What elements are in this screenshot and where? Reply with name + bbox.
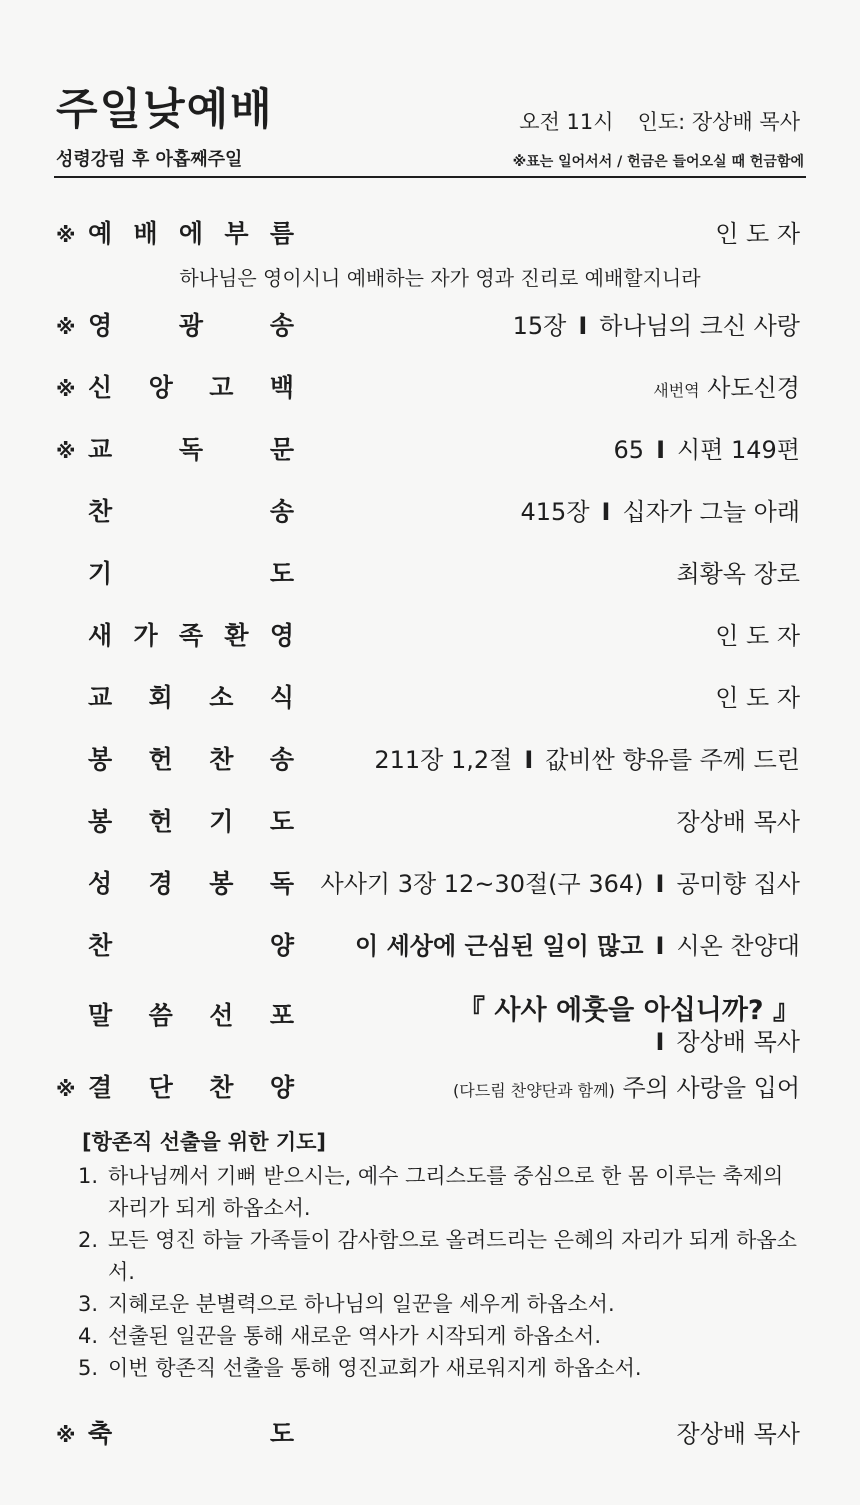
hymn-number: 415장 [520, 498, 590, 526]
page-title: 주일낮예배 [56, 85, 274, 135]
label-char: 교 [88, 435, 113, 464]
row-anthem [56, 926, 800, 966]
hymn-title: 십자가 그늘 아래 [622, 498, 800, 526]
label-char: 환 [224, 621, 249, 650]
hymn-title: 하나님의 크신 사랑 [599, 312, 800, 340]
liturgical-day: 성령강림 후 아홉째주일 [56, 149, 243, 170]
row-label [88, 372, 294, 404]
label-char: 찬 [88, 931, 113, 960]
hymn-title: 값비싼 향유를 주께 드린 [545, 746, 800, 774]
prayer-section-heading: [항존직 선출을 위한 기도] [82, 1130, 326, 1154]
decision-title: 주의 사랑을 입어 [622, 1074, 800, 1102]
item-text: 이번 항존직 선출을 통해 영진교회가 새로워지게 하옵소서. [108, 1356, 642, 1380]
service-leader: 인도: 장상배 목사 [637, 110, 800, 134]
item-text: 하나님께서 기뻐 받으시는, 예수 그리스도를 중심으로 한 몸 이루는 축제의 자리가 되게 하옵소서. [108, 1164, 784, 1220]
item-text: 선출된 일꾼을 통해 새로운 역사가 시작되게 하옵소서. [108, 1324, 602, 1348]
label-char: 예 [88, 219, 113, 248]
row-label [88, 310, 294, 342]
label-char: 도 [269, 807, 294, 836]
row-label [88, 1418, 294, 1450]
label-char: 선 [209, 1001, 234, 1030]
label-char: 회 [148, 683, 173, 712]
hymn-number: 211장 1,2절 [374, 746, 513, 774]
anthem-choir: 시온 찬양대 [676, 932, 800, 960]
hymn-number: 15장 [512, 312, 567, 340]
label-char: 배 [133, 219, 158, 248]
sermon-title: 『 사사 에훗을 아십니까? 』 [458, 995, 800, 1026]
label-char: 독 [178, 435, 204, 464]
label-char: 족 [178, 621, 204, 650]
row-scripture [56, 864, 800, 904]
label-char: 봉 [88, 745, 113, 774]
label-char: 영 [88, 311, 113, 340]
label-char: 신 [88, 373, 113, 402]
label-char: 도 [269, 1419, 294, 1448]
list-item [78, 1320, 798, 1352]
label-char: 포 [269, 1001, 294, 1030]
row-label [88, 620, 294, 652]
row-value [614, 434, 800, 466]
row-welcome [56, 616, 800, 656]
scripture-passage: 사사기 3장 12~30절(구 364) [320, 870, 644, 898]
separator: I [578, 312, 588, 340]
item-number: 2. [78, 1228, 99, 1252]
label-char: 성 [88, 869, 113, 898]
label-char: 양 [269, 1073, 294, 1102]
label-char: 봉 [88, 807, 113, 836]
row-value [653, 372, 800, 407]
row-value: 인 도 자 [715, 684, 800, 712]
creed-title: 사도신경 [707, 374, 800, 402]
row-label [88, 558, 294, 590]
label-char: 독 [269, 869, 294, 898]
prayer-list [78, 1160, 798, 1384]
row-value: 장상배 목사 [676, 808, 800, 836]
standing-mark: ※ [56, 1423, 76, 1447]
label-char: 소 [209, 683, 234, 712]
standing-mark: ※ [56, 315, 76, 339]
row-value [513, 310, 800, 342]
label-char: 가 [133, 621, 158, 650]
label-char: 송 [269, 311, 294, 340]
row-label [88, 806, 294, 838]
row-label [88, 682, 294, 714]
item-number: 4. [78, 1324, 99, 1348]
list-item [78, 1160, 798, 1224]
label-char: 찬 [209, 1073, 234, 1102]
row-value: 최황옥 장로 [676, 560, 800, 588]
row-offering-hymn [56, 740, 800, 780]
row-label [88, 744, 294, 776]
item-number: 3. [78, 1292, 99, 1316]
label-char: 앙 [148, 373, 173, 402]
call-to-worship-verse: 하나님은 영이시니 예배하는 자가 영과 진리로 예배할지니라 [179, 266, 701, 290]
label-char: 름 [269, 219, 294, 248]
row-value [521, 496, 800, 528]
row-benediction [56, 1414, 800, 1454]
decision-note: (다드림 찬양단과 함께) [453, 1081, 615, 1100]
row-gloria [56, 306, 800, 346]
row-value [374, 744, 800, 776]
item-text: 모든 영진 하늘 가족들이 감사함으로 올려드리는 은혜의 자리가 되게 하옵소서. [108, 1228, 797, 1284]
label-char: 광 [178, 311, 204, 340]
label-char: 문 [269, 435, 294, 464]
separator: I [655, 870, 665, 898]
list-item [78, 1352, 798, 1384]
label-char: 송 [269, 497, 294, 526]
label-char: 양 [269, 931, 294, 960]
label-char: 부 [224, 219, 249, 248]
separator: I [524, 746, 534, 774]
label-char: 찬 [209, 745, 234, 774]
row-prayer [56, 554, 800, 594]
row-hymn [56, 492, 800, 532]
sermon-preacher [644, 1026, 801, 1058]
row-value: 장상배 목사 [676, 1420, 800, 1448]
standing-mark: ※ [56, 1077, 76, 1101]
row-value [355, 930, 800, 962]
label-char: 기 [209, 807, 234, 836]
label-char: 찬 [88, 497, 113, 526]
separator: I [601, 498, 611, 526]
row-announcements [56, 678, 800, 718]
row-label [88, 496, 294, 528]
translation-note: 새번역 [653, 381, 700, 400]
item-text: 지혜로운 분별력으로 하나님의 일꾼을 세우게 하옵소서. [108, 1292, 615, 1316]
anthem-title: 이 세상에 근심된 일이 많고 [355, 932, 644, 960]
label-char: 에 [178, 219, 204, 248]
standing-mark: ※ [56, 377, 76, 401]
list-item [78, 1288, 798, 1320]
standing-mark: ※ [56, 439, 76, 463]
separator: I [655, 1028, 665, 1056]
service-hour: 오전 11시 [519, 110, 614, 134]
row-creed [56, 368, 800, 408]
standing-note: ※표는 일어서서 / 헌금은 들어오실 때 헌금함에 [512, 154, 804, 170]
row-label [88, 434, 294, 466]
label-char: 기 [88, 559, 113, 588]
label-char: 교 [88, 683, 113, 712]
row-label [88, 1072, 294, 1104]
label-char: 경 [148, 869, 173, 898]
label-char: 고 [209, 373, 234, 402]
row-offering-prayer [56, 802, 800, 842]
row-label [88, 218, 294, 250]
service-time [519, 108, 800, 136]
label-char: 새 [88, 621, 113, 650]
header-divider [54, 176, 806, 178]
label-char: 축 [88, 1419, 113, 1448]
row-sermon [56, 996, 800, 1060]
reading-number: 65 [613, 436, 645, 464]
row-call-to-worship [56, 214, 800, 254]
scripture-reader: 공미향 집사 [676, 870, 800, 898]
label-char: 단 [148, 1073, 173, 1102]
separator: I [655, 932, 665, 960]
label-char: 식 [269, 683, 294, 712]
standing-mark: ※ [56, 223, 76, 247]
row-label [88, 1000, 294, 1032]
label-char: 도 [269, 559, 294, 588]
label-char: 결 [88, 1073, 113, 1102]
item-number: 5. [78, 1356, 99, 1380]
preacher-name: 장상배 목사 [676, 1028, 800, 1056]
row-value [453, 1072, 800, 1107]
label-char: 영 [269, 621, 294, 650]
reading-title: 시편 149편 [677, 436, 800, 464]
row-responsive-reading [56, 430, 800, 470]
label-char: 말 [88, 1001, 113, 1030]
item-number: 1. [78, 1164, 99, 1188]
list-item [78, 1224, 798, 1288]
label-char: 백 [269, 373, 294, 402]
label-char: 씀 [148, 1001, 173, 1030]
row-value [321, 868, 800, 900]
label-char: 헌 [148, 807, 173, 836]
row-value: 인 도 자 [715, 622, 800, 650]
row-decision-hymn [56, 1068, 800, 1108]
row-value: 인 도 자 [715, 220, 800, 248]
separator: I [656, 436, 665, 464]
label-char: 봉 [209, 869, 234, 898]
row-label [88, 930, 294, 962]
label-char: 송 [269, 745, 294, 774]
label-char: 헌 [148, 745, 173, 774]
row-label [88, 868, 294, 900]
